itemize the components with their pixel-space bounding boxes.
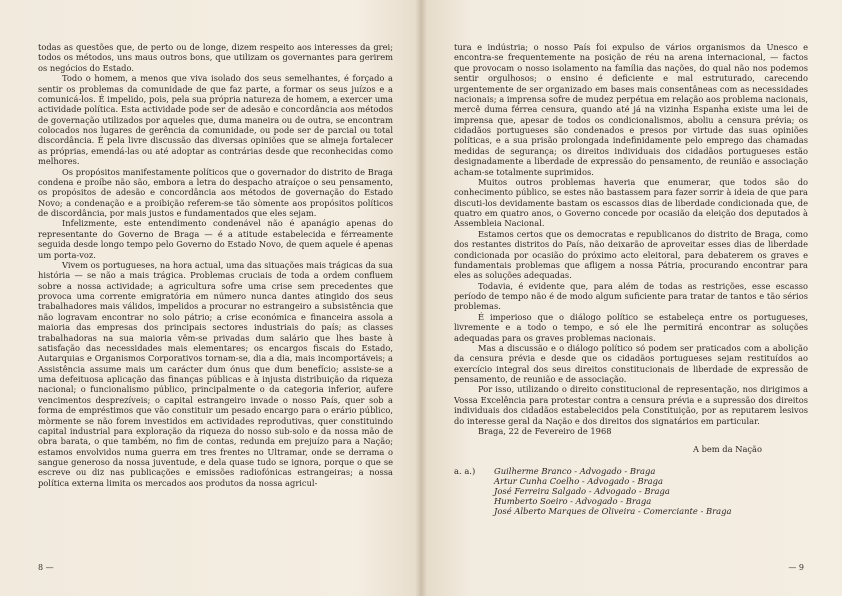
book-gutter bbox=[415, 0, 427, 596]
paragraph: Infelizmente, este entendimento condenável não é apanágio apenas do representante do Governo de Braga — é a atitude estabelecida e férreamente seguida desde longo tempo pelo Governo do Estado Novo, de quem aquele é apenas um porta-voz. bbox=[38, 218, 393, 260]
signature-row bbox=[454, 506, 808, 516]
signature-block bbox=[454, 466, 808, 517]
signatory-name: Humberto Soeiro - Advogado - Braga bbox=[494, 496, 652, 507]
paragraph: Mas a discussão e o diálogo político só podem ser praticados com a abolição da censura prévia e desde que os cidadãos portugueses sejam restituídos ao exercício integral dos seus direitos constitucionais de liberdade de expressão de pensamento, de reunião e de associação. bbox=[454, 342, 808, 384]
page-number: — 9 bbox=[788, 563, 804, 572]
signature-row bbox=[454, 476, 808, 486]
paragraph: Todavia, é evidente que, para além de todas as restrições, esse escasso período de tempo não é de modo algum suficiente para tratar de tantos e tão sérios problemas. bbox=[454, 280, 808, 312]
signatory-name: Artur Cunha Coelho - Advogado - Braga bbox=[494, 475, 663, 486]
signature-row bbox=[454, 466, 808, 476]
right-page bbox=[421, 0, 842, 596]
signature-row bbox=[454, 486, 808, 496]
paragraph: tura e indústria; o nosso País foi expulso de vários organismos da Unesco e encontra-se frequentemente na posição de réu na arena internacional, — factos que provocam o nosso isolamento na família das nações, do qual não nos podemos sentir orgulhosos; o ensino é deficiente e mal estruturado, carecendo urgentemente de ser organizado em bases mais consentâneas com as necessidades nacionais; a imprensa sofre de mudez perpétua em relação aos problema nacionais, mercê duma férrea censura, quando até já na vizinha Espanha existe uma lei de imprensa que, apesar de todos os condicionalismos, aboliu a censura prévia; os cidadãos portugueses são condenados e presos por virtude das suas opiniões políticas, e a sua prisão prolongada indefinidamente pelo emprego das chamadas medidas de segurança; os direitos individuais dos cidadãos portugueses estão designadamente a liberdade de expressão do pensamento, de reunião e associação acham-se totalmente suprimidos. bbox=[454, 42, 808, 177]
paragraph: Por isso, utilizando o direito constitucional de representação, nos dirigimos a Vossa Excelência para protestar contra a censura prévia e a supressão dos direitos individuais dos cidadãos estabelecidos pela Constituição, por as reputarem lesivos do interesse geral da Nação e dos direitos dos signatários em particular. bbox=[454, 384, 808, 426]
signature-prefix: a. a.) bbox=[454, 465, 476, 476]
paragraph: Muitos outros problemas haveria que enumerar, que todos são do conhecimento público, se estes não bastassem para fazer sorrir à ideia de que para discuti-los devidamente bastam os escassos dias de liberdade condicionada que, de quatro em quatro anos, o Governo concede por ocasião da eleição dos deputados à Assembleia Nacional. bbox=[454, 176, 808, 229]
left-page-text bbox=[38, 42, 393, 488]
paragraph: É imperioso que o diálogo político se estabeleça entre os portugueses, livremente e a todo o tempo, e só ele lhe permitirá encontrar as soluções adequadas para os graves problemas nacionais. bbox=[454, 311, 808, 343]
closing-salutation: A bem da Nação bbox=[692, 444, 762, 455]
signatory-name: Guilherme Branco - Advogado - Braga bbox=[494, 465, 656, 476]
paragraph: Vivem os portugueses, na hora actual, uma das situações mais trágicas da sua história — se não a mais trágica. Problemas cruciais de toda a ordem confluem sobre a nossa actividade; a agricultura sofre uma crise sem precedentes que provoca uma corrente emigratória em número nunca dantes atingido dos seus trabalhadores mais válidos, impelidos a procurar no estrangeiro a subsistência que não logravam encontrar no solo pátrio; a crise económica e financeira assola a maioria das empresas dos principais sectores industriais do país; as classes trabalhadoras na sua maioria vêm-se privadas dum salário que lhes baste à satisfação das necessidades mais elementares; os encargos fiscais do Estado, Autarquias e Organismos Corporativos tornam-se, dia a dia, mais incomportáveis; a Assistência assume mais um carácter dum ónus que dum benefício; assiste-se a uma defeituosa aplicação das finanças públicas e à injusta distribuição da riqueza nacional; o funcionalismo público, principalmente o da categoria inferior, aufere vencimentos desprezíveis; o capital estrangeiro invade o nosso País, quer sob a forma de empréstimos que vão constituir um pesado encargo para o erário público, mòrmente se não forem investidos em actividades reprodutivas, quer constituindo capital industrial para exploração da riqueza do nosso sub-solo e da nossa mão de obra barata, o que também, no fim de contas, redunda em prejuízo para a Nação; estamos envolvidos numa guerra em tres frentes no Ultramar, onde se derrama o sangue generoso da nossa juventude, e dela quase tudo se ignora, porque o que se escreve ou diz nas publicações e emissões radiofónicas estrangeiras; a nossa política externa limita os mercados aos produtos da nossa agricul- bbox=[38, 259, 393, 488]
paragraph: Estamos certos que os democratas e republicanos do distrito de Braga, como dos restantes distritos do País, não deixarão de aproveitar esses dias de liberdade condicionada por ocasião do próximo acto eleitoral, para debaterem os graves e fundamentais problemas que afligem a nossa Pátria, procurando encontrar para eles as soluções adequadas. bbox=[454, 228, 808, 281]
right-page-text bbox=[454, 42, 808, 517]
page-number: 8 — bbox=[38, 563, 54, 572]
paragraph: Os propósitos manifestamente políticos que o governador do distrito de Braga condena e proíbe não são, embora a letra do despacho atraíçoe o seu pensamento, os propósitos de adesão e concordância aos métodos de governação do Estado Novo; a condenação e a proibição referem-se tão sòmente aos propósitos políticos de discordância, por mais justos e fundamentados que eles sejam. bbox=[38, 166, 393, 218]
paragraph: todas as questões que, de perto ou de longe, dizem respeito aos interesses da grei; todos os métodos, uns maus outros bons, que utilizam os governantes para gerirem os negócios do Estado. bbox=[38, 42, 393, 73]
date-line: Braga, 22 de Fevereiro de 1968 bbox=[478, 425, 612, 436]
paragraph: Todo o homem, a menos que viva isolado dos seus semelhantes, é forçado a sentir os problemas da comunidade de que faz parte, a formar os seus juízos e a comunicá-los. É impelido, pois, pela sua própria natureza de homem, a exercer uma actividade política. Esta actividade pode ser de adesão e concordância aos métodos de governação utilizados por aqueles que, duma maneira ou de outra, se encontram colocados nos lugares de gerência da comunidade, ou pode ser de parcial ou total discordância. É pela livre discussão das diversas opiniões que se almeja fortalecer as próprias, emendá-las ou até adoptar as contrárias desde que reconhecidas como melhores. bbox=[38, 73, 393, 167]
signatory-name: José Ferreira Salgado - Advogado - Braga bbox=[494, 486, 670, 497]
signature-row bbox=[454, 496, 808, 506]
signatory-name: José Alberto Marques de Oliveira - Comerciante - Braga bbox=[494, 506, 732, 517]
